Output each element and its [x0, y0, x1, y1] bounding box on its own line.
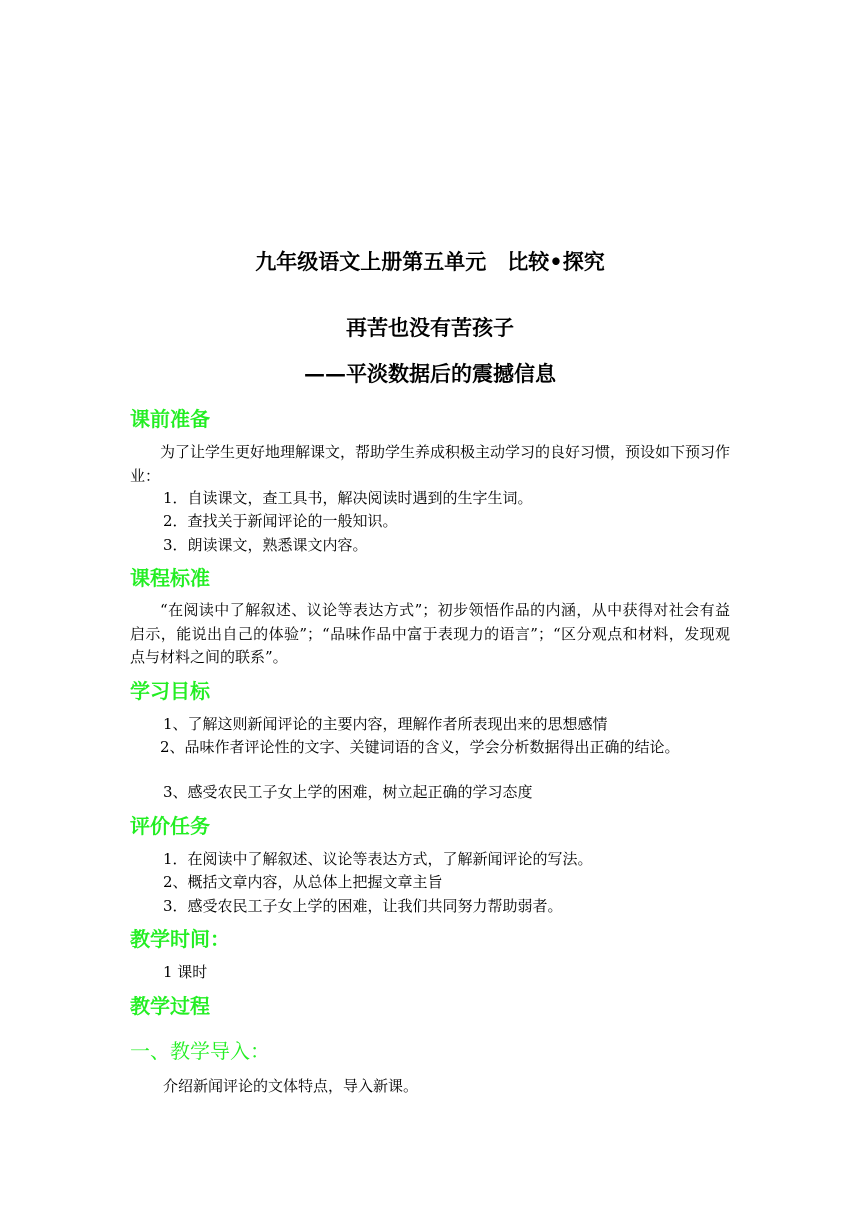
standards-text: “在阅读中了解叙述、议论等表达方式”；初步领悟作品的内涵，从中获得对社会有益启示，能说出自己的体验”；“品味作品中富于表现力的语言”；“区分观点和材料，发现观点与材料之间的联系”。: [130, 601, 730, 666]
preparation-item-1: 1．自读课文，查工具书，解决阅读时遇到的生字生词。: [163, 489, 533, 507]
preparation-intro: 为了让学生更好地理解课文，帮助学生养成积极主动学习的良好习惯，预设如下预习作业：: [130, 443, 731, 485]
heading-objectives: 学习目标: [130, 679, 210, 703]
step-1-text: 介绍新闻评论的文体特点，导入新课。: [163, 1077, 419, 1095]
document-title: 九年级语文上册第五单元 比较•探究: [255, 249, 605, 274]
heading-process: 教学过程: [130, 994, 210, 1018]
lesson-title: 再苦也没有苦孩子: [346, 315, 514, 340]
preparation-item-2: 2．查找关于新闻评论的一般知识。: [163, 512, 398, 530]
assessment-item-2: 2、概括文章内容，从总体上把握文章主旨: [163, 873, 443, 891]
lesson-subtitle: ——平淡数据后的震撼信息: [304, 361, 556, 386]
objective-item-1: 1、了解这则新闻评论的主要内容，理解作者所表现出来的思想感情: [163, 715, 608, 733]
heading-assessment: 评价任务: [130, 814, 210, 838]
objective-item-3: 3、感受农民工子女上学的困难，树立起正确的学习态度: [163, 783, 533, 801]
heading-standards: 课程标准: [130, 566, 210, 590]
time-value: 1 课时: [163, 963, 208, 981]
heading-step-1: 一、教学导入：: [130, 1039, 270, 1063]
objective-item-2: 2、品味作者评论性的文字、关键词语的含义，学会分析数据得出正确的结论。: [160, 738, 680, 756]
preparation-item-3: 3．朗读课文，熟悉课文内容。: [163, 536, 368, 554]
heading-preparation: 课前准备: [130, 407, 210, 431]
assessment-item-1: 1．在阅读中了解叙述、议论等表达方式，了解新闻评论的写法。: [163, 850, 593, 868]
assessment-item-3: 3．感受农民工子女上学的困难，让我们共同努力帮助弱者。: [163, 897, 563, 915]
heading-time: 教学时间：: [130, 927, 230, 951]
